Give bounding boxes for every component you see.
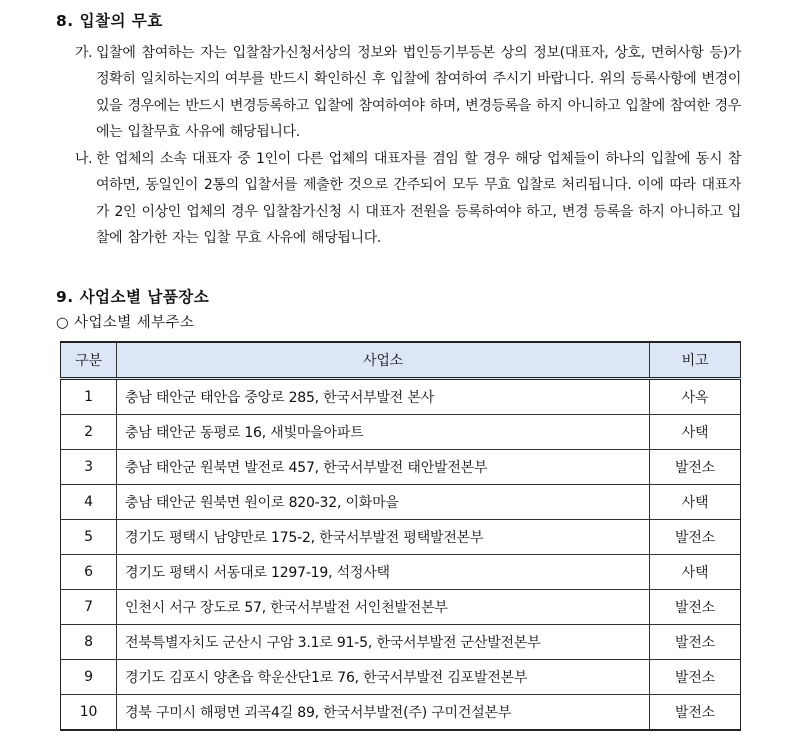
row-note: 사택: [650, 555, 741, 590]
row-note: 사택: [650, 485, 741, 520]
row-address: 충남 태안군 원북면 발전로 457, 한국서부발전 태안발전본부: [117, 450, 650, 485]
row-note: 발전소: [650, 660, 741, 695]
column-header-no: 구분: [61, 342, 117, 379]
row-address: 경기도 평택시 서동대로 1297-19, 석정사택: [117, 555, 650, 590]
section-8-heading: 8. 입찰의 무효: [56, 12, 163, 30]
row-note: 발전소: [650, 625, 741, 660]
row-address: 전북특별자치도 군산시 구암 3.1로 91-5, 한국서부발전 군산발전본부: [117, 625, 650, 660]
row-number: 6: [61, 555, 117, 590]
row-number: 7: [61, 590, 117, 625]
section-9-subtitle: ○ 사업소별 세부주소: [56, 315, 195, 331]
item-marker: 나.: [75, 151, 93, 167]
row-number: 4: [61, 485, 117, 520]
row-number: 8: [61, 625, 117, 660]
row-note: 발전소: [650, 590, 741, 625]
table-row: [61, 415, 741, 450]
item-text: 한 업체의 소속 대표자 중 1인이 다른 업체의 대표자를 겸임 할 경우 해당 업체들이 하나의 입찰에 동시 참여하면, 동일인이 2통의 입찰서를 제출한 것으로 간주되어 모두 무효 입찰로 처리됩니다. 이에 따라 대표자가 2인 이상인 업체의 경우 입찰참가신청 시 대표자 전원을 등록하여야 하고, 변경 등록을 하지 아니하고 입찰에 참가한 자는 입찰 무효 사유에 해당됩니다.: [96, 151, 741, 246]
row-number: 2: [61, 415, 117, 450]
row-address: 충남 태안군 원북면 원이로 820-32, 이화마을: [117, 485, 650, 520]
table-row: [61, 590, 741, 625]
row-note: 발전소: [650, 520, 741, 555]
row-address: 충남 태안군 태안읍 중앙로 285, 한국서부발전 본사: [117, 379, 650, 415]
row-number: 10: [61, 695, 117, 731]
row-number: 9: [61, 660, 117, 695]
row-number: 3: [61, 450, 117, 485]
column-header-note: 비고: [650, 342, 741, 379]
row-note: 발전소: [650, 450, 741, 485]
row-address: 경기도 평택시 남양만로 175-2, 한국서부발전 평택발전본부: [117, 520, 650, 555]
item-marker: 가.: [75, 45, 93, 61]
section-8-item-na: [75, 146, 741, 251]
table-row: [61, 695, 741, 731]
column-header-office: 사업소: [117, 342, 650, 379]
row-note: 사옥: [650, 379, 741, 415]
table-row: [61, 520, 741, 555]
delivery-location-table: [60, 341, 741, 731]
row-note: 발전소: [650, 695, 741, 731]
table-row: [61, 555, 741, 590]
row-number: 1: [61, 379, 117, 415]
row-address: 경기도 김포시 양촌읍 학운산단1로 76, 한국서부발전 김포발전본부: [117, 660, 650, 695]
row-address: 충남 태안군 동평로 16, 새빛마을아파트: [117, 415, 650, 450]
table-row: [61, 625, 741, 660]
item-text: 입찰에 참여하는 자는 입찰참가신청서상의 정보와 법인등기부등본 상의 정보(대표자, 상호, 면허사항 등)가 정확히 일치하는지의 여부를 반드시 확인하신 후 입찰에 참여하여 주시기 바랍니다. 위의 등록사항에 변경이 있을 경우에는 반드시 변경등록하고 입찰에 참여하여야 하며, 변경등록을 하지 아니하고 입찰에 참여한 경우에는 입찰무효 사유에 해당됩니다.: [96, 45, 741, 140]
row-note: 사택: [650, 415, 741, 450]
row-number: 5: [61, 520, 117, 555]
section-8-item-ga: [75, 40, 741, 145]
table-row: [61, 660, 741, 695]
section-9-heading: 9. 사업소별 납품장소: [56, 288, 210, 306]
table-row: [61, 379, 741, 415]
table-header-row: [61, 342, 741, 379]
table-row: [61, 485, 741, 520]
row-address: 경북 구미시 해평면 괴곡4길 89, 한국서부발전(주) 구미건설본부: [117, 695, 650, 731]
table-row: [61, 450, 741, 485]
row-address: 인천시 서구 장도로 57, 한국서부발전 서인천발전본부: [117, 590, 650, 625]
